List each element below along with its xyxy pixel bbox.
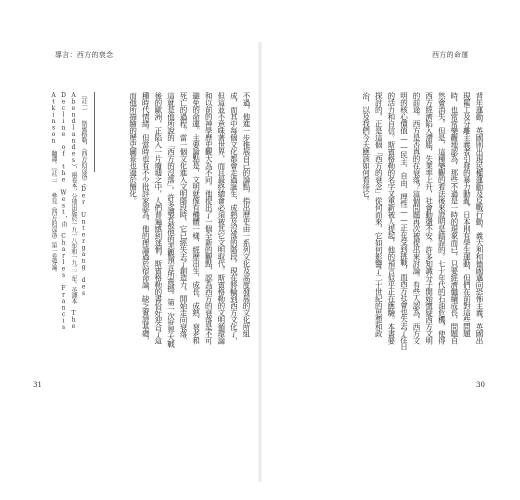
right-running-head: 西方的命運 [432,51,469,59]
left-page-footnotes: 〔註一〕 斯賓格勒，《西方的沒落》（Der Untergang des Abendlandes），兩卷本，分別出版於一九一八年和一九二二年。英譯本 The Decline of the West，由 Charles Francis Atkinson 翻譯。〔註二〕 參見《西方的沒落》第一卷導論。 [50,92,87,331]
footnote-divider [94,92,95,172]
left-running-head: 導言：西方的衰念 [55,51,114,59]
book-gutter [258,42,262,482]
left-page-body-text: 不過，他進一步推展自己的論點，指出歷史由一系列文化及高度發展的文化所組成，而其中每個文化都會走過誕生、成熟及沒落的階段。現在將輪到西方文化了，但這並不意味著世界，而且最終總會必須被其它文明取代。斯賓格勒的文明循環論和以前的神學歷史觀大為不同。他提出了一個全新的觀點，認為西方的衰落是不可避免的命運。主要論點是，文明就像有機體一樣，經歷出生、成長、成熟、衰老和死亡的過程。當一個文化進入文明階段時，它已經失去了創造力，開始走向衰落。這就是他所說的「西方的沒落」。許多讀者被他的悲觀預言所震撼。第一次世界大戰後的歐洲，正陷入一片廢墟之中，人們普遍感到迷惘，斯賓格勒的書恰好迎合了這種時代情緒。但當時也有不少批評家認為，他的理論過於宿命論，缺乏實證基礎，而他所描繪的歷史圖景也過於簡化。 [128,92,251,348]
right-page-body-text: 背年運動，英國則出現民權運動及反戰行動，義大利和德國邁向恐怖主義，英國出現罷工及分離主義者引發的暴力動亂。日本則有學生運動，但們在前對這些問題時，也常常樂觀地認為，那些不過是一時的現象而已，只要經濟繼續成長，問題自然會消失。但是，這種樂觀的看法後來證明是錯誤的。七十年代的石油危機，使得西方經濟陷入滯脹，失業率上升，社會動盪不安。許多知識分子開始懷疑西方文明的前途。西方是否真的在衰落？這個問題再次被提出來討論。有些人認為，西方文明的核心價值——民主、自由、理性——正在受到挑戰，而西方社會也失去了往日的活力和自信。斯賓格勒的名字又重新被人提起，他的預言似乎正在應驗。本書要探討的，正是這個「西方的衰念」從何而來，它如何影響了二十世紀的思想和政治，以及我們今天應該如何看待它。 [361,92,484,350]
left-page-number: 31 [33,381,42,389]
right-page-number: 30 [476,381,485,389]
